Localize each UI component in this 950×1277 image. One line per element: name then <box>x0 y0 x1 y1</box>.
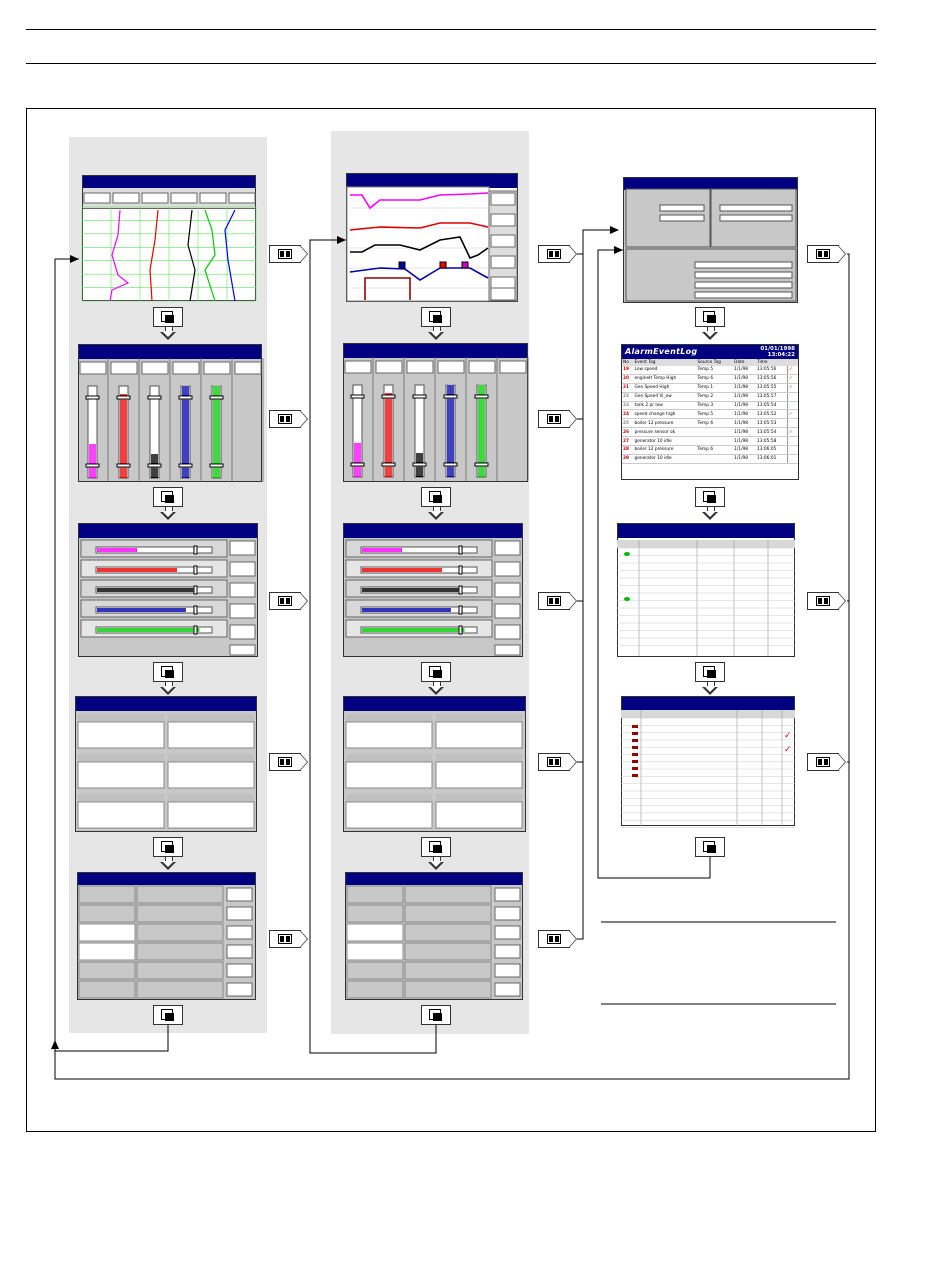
setup-label <box>347 924 403 941</box>
setpoint-marker <box>210 396 223 399</box>
alarm-log-cell-ack: ✓ <box>788 428 799 437</box>
down-arrow-head <box>160 687 176 695</box>
value-box <box>227 983 252 996</box>
value-box <box>407 361 433 373</box>
alarm-log-cell-no: 26 <box>622 428 634 437</box>
alarm-log-cell-no: 24 <box>622 410 634 419</box>
label-bar <box>168 794 254 802</box>
value-box <box>495 926 520 939</box>
value-box <box>469 361 495 373</box>
value-box <box>491 256 515 268</box>
alarm-log-cell-no: 22 <box>622 392 634 401</box>
setup-label <box>347 905 403 922</box>
screen-switch-icon[interactable] <box>153 487 183 507</box>
bar-fill <box>362 628 465 632</box>
alarm-log-cell-source: Temp 6 <box>697 446 734 455</box>
value-box <box>230 583 255 597</box>
alarm-log-col-header: Event Tag <box>634 359 697 366</box>
screen-switch-icon[interactable] <box>695 662 725 682</box>
grid-menu-icon[interactable] <box>538 245 570 263</box>
event-icon <box>632 753 638 756</box>
value-field <box>78 722 164 748</box>
menu-arrow-tip <box>300 592 308 610</box>
alarm-log-cell-event: boiler 12 pressure <box>634 419 697 428</box>
menu-arrow-tip <box>569 753 577 771</box>
label-bar <box>168 754 254 762</box>
value-box <box>491 214 515 226</box>
alarm-log-cell-time: 13:05:57 <box>756 392 788 401</box>
setup-label <box>79 905 135 922</box>
value-box <box>230 541 255 555</box>
alarm-log-cell-no: 25 <box>622 419 634 428</box>
grid-menu-icon[interactable] <box>807 592 839 610</box>
label-bar <box>168 714 254 722</box>
screen-switch-icon[interactable] <box>421 307 451 327</box>
screen-switch-icon[interactable] <box>153 662 183 682</box>
alarm-log-cell-event: generator 10 idle <box>634 437 697 446</box>
value-box <box>491 193 515 205</box>
setpoint-marker <box>459 566 462 574</box>
value-box <box>491 235 515 247</box>
setpoint-marker <box>444 463 457 466</box>
alarm-log-cell-date: 1/1/98 <box>733 383 756 392</box>
menu-arrow-tip <box>300 410 308 428</box>
alarm-log-cell-source: Temp 6 <box>697 419 734 428</box>
setup-label <box>347 981 403 998</box>
down-arrow-head <box>428 862 444 870</box>
arrow-head <box>70 255 79 263</box>
alarm-log-cell-event: Low speed <box>634 366 697 374</box>
setpoint-marker <box>475 395 488 398</box>
value-box <box>495 583 520 597</box>
value-field <box>436 762 522 788</box>
alarm-log-cell-no: 23 <box>622 401 634 410</box>
status-field <box>695 272 792 278</box>
setup-label <box>79 924 135 941</box>
menu-arrow-tip <box>300 930 308 948</box>
alarm-log-cell-event: pressure sensor ok <box>634 428 697 437</box>
menu-arrow-tip <box>569 592 577 610</box>
alarm-log-cell-source: Temp 5 <box>697 410 734 419</box>
grid-menu-icon[interactable] <box>807 245 839 263</box>
setpoint-marker <box>194 626 197 634</box>
setpoint-marker <box>459 626 462 634</box>
grid-menu-icon[interactable] <box>269 930 301 948</box>
setup-label <box>79 943 135 960</box>
value-box <box>111 362 137 374</box>
setup-field <box>137 905 223 922</box>
connector-line <box>577 254 583 601</box>
menu-arrow-tip <box>838 245 846 263</box>
setpoint-marker <box>86 464 99 467</box>
down-arrow-head <box>160 862 176 870</box>
menu-arrow-tip <box>838 592 846 610</box>
down-arrow-head <box>702 687 718 695</box>
alarm-log-time: 13:04:22 <box>767 352 795 358</box>
alarm-log-cell-source: Temp 3 <box>697 401 734 410</box>
value-field <box>346 802 432 828</box>
value-box <box>230 645 255 655</box>
setup-field <box>405 905 491 922</box>
value-field <box>168 762 254 788</box>
alarm-log-col-header: No <box>622 359 634 366</box>
value-box <box>495 907 520 920</box>
value-box <box>495 964 520 977</box>
down-arrow-head <box>702 332 718 340</box>
alarm-log-cell-time: 13:06:05 <box>756 446 788 455</box>
value-box <box>376 361 402 373</box>
setpoint-marker <box>444 395 457 398</box>
label-bar <box>346 714 432 722</box>
alarm-log-cell-time: 13:05:55 <box>756 383 788 392</box>
value-box <box>227 907 252 920</box>
value-box <box>495 645 520 655</box>
setpoint-marker <box>351 395 364 398</box>
arrow-head <box>337 236 346 244</box>
down-arrow-head <box>428 332 444 340</box>
alarm-log-cell-time: 13:05:52 <box>756 410 788 419</box>
alarm-log-cell-ack: ✓ <box>788 410 799 419</box>
label-bar <box>436 794 522 802</box>
value-box <box>495 983 520 996</box>
value-box <box>235 362 261 374</box>
setpoint-marker <box>194 606 197 614</box>
alarm-log-cell-event: Gen Speed Vi_ow <box>634 392 697 401</box>
grid-menu-icon[interactable] <box>269 245 301 263</box>
alarm-log-cell-source: Temp 1 <box>697 383 734 392</box>
setpoint-marker <box>382 463 395 466</box>
screen-switch-icon[interactable] <box>421 662 451 682</box>
alarm-log-cell-time: 13:05:54 <box>756 401 788 410</box>
label-bar <box>346 794 432 802</box>
arrow-head <box>610 226 619 234</box>
value-field <box>346 722 432 748</box>
setup-field <box>137 981 223 998</box>
alarm-log-cell-ack: ✓ <box>788 366 799 374</box>
alarm-log-col-header: Source Tag <box>697 359 734 366</box>
value-box <box>204 362 230 374</box>
label-bar <box>436 754 522 762</box>
setpoint-marker <box>413 395 426 398</box>
alarm-log-cell-no: 21 <box>622 383 634 392</box>
alarm-log-cell-ack: ✓ <box>788 383 799 392</box>
setpoint-marker <box>86 396 99 399</box>
status-field <box>660 205 704 211</box>
setpoint-marker <box>117 396 130 399</box>
setpoint-marker <box>459 586 462 594</box>
value-box <box>230 562 255 576</box>
alarm-log-cell-ack: ✓ <box>788 374 799 383</box>
connector-line <box>577 762 583 939</box>
value-field <box>168 802 254 828</box>
setup-label <box>79 981 135 998</box>
value-field <box>436 722 522 748</box>
menu-arrow-tip <box>300 753 308 771</box>
setpoint-marker <box>179 464 192 467</box>
alarm-log-cell-source: Temp 2 <box>697 392 734 401</box>
marker <box>399 262 405 268</box>
status-field <box>720 215 792 221</box>
down-arrow-head <box>428 687 444 695</box>
label-bar <box>346 754 432 762</box>
screen-switch-icon[interactable] <box>421 487 451 507</box>
alarm-log-title: AlarmEventLog <box>625 347 698 356</box>
value-box <box>227 964 252 977</box>
setup-field <box>405 981 491 998</box>
setup-field <box>405 886 491 903</box>
setup-label <box>347 886 403 903</box>
alarm-log-cell-source: Temp 5 <box>697 366 734 374</box>
alarm-log-cell-date: 1/1/98 <box>733 454 756 463</box>
setup-field <box>405 924 491 941</box>
value-box <box>84 193 110 203</box>
setup-field <box>405 962 491 979</box>
value-box <box>200 193 226 203</box>
menu-arrow-tip <box>300 245 308 263</box>
list-header <box>621 710 795 718</box>
setpoint-marker <box>351 463 364 466</box>
alarm-log-cell-time: 13:05:56 <box>756 374 788 383</box>
setpoint-marker <box>194 566 197 574</box>
screen-switch-icon[interactable] <box>421 837 451 857</box>
value-box <box>113 193 139 203</box>
bar-fill <box>362 608 451 612</box>
alarm-log-cell-event: engineIt Temp High <box>634 374 697 383</box>
setpoint-marker <box>459 546 462 554</box>
status-field <box>720 205 792 211</box>
grid-menu-icon[interactable] <box>269 410 301 428</box>
event-icon <box>632 746 638 749</box>
setpoint-marker <box>194 586 197 594</box>
value-field <box>346 762 432 788</box>
alarm-log-cell-date: 1/1/98 <box>733 410 756 419</box>
screen-switch-icon[interactable] <box>421 1005 451 1025</box>
setup-field <box>137 924 223 941</box>
value-box <box>495 541 520 555</box>
status-field <box>695 292 792 298</box>
value-box <box>491 288 515 300</box>
value-box <box>495 945 520 958</box>
alarm-log-cell-time: 13:05:53 <box>756 419 788 428</box>
grid-menu-icon[interactable] <box>538 592 570 610</box>
down-arrow-head <box>160 332 176 340</box>
value-box <box>227 945 252 958</box>
status-field <box>695 262 792 268</box>
setup-label <box>79 962 135 979</box>
value-field <box>436 802 522 828</box>
alarm-log-col-header: Time <box>756 359 788 366</box>
alarm-log-cell-date: 1/1/98 <box>733 401 756 410</box>
menu-arrow-tip <box>569 245 577 263</box>
label-bar <box>78 754 164 762</box>
menu-arrow-tip <box>569 410 577 428</box>
alarm-log-cell-event: tank 2 pr low <box>634 401 697 410</box>
value-box <box>500 361 526 373</box>
alarm-log-cell-no: 29 <box>622 454 634 463</box>
setpoint-marker <box>382 395 395 398</box>
screen-switch-icon[interactable] <box>153 1005 183 1025</box>
alarm-log-cell-date: 1/1/98 <box>733 419 756 428</box>
alarm-log-cell-event: Gen Speed High <box>634 383 697 392</box>
value-box <box>495 625 520 639</box>
label-bar <box>78 714 164 722</box>
value-box <box>491 277 515 289</box>
value-box <box>345 361 371 373</box>
alarm-log-date: 01/01/1998 <box>760 346 795 352</box>
alarm-log-cell-date: 1/1/98 <box>733 392 756 401</box>
marker <box>462 262 468 268</box>
event-icon <box>632 774 638 777</box>
connector-line <box>577 601 583 762</box>
alarm-log-cell-event: speed change high <box>634 410 697 419</box>
setup-field <box>137 886 223 903</box>
setpoint-marker <box>117 464 130 467</box>
arrow-head <box>614 246 623 254</box>
alarm-log-cell-event: boiler 12 pressure <box>634 446 697 455</box>
screen-switch-icon[interactable] <box>153 307 183 327</box>
setup-field <box>405 943 491 960</box>
setpoint-marker <box>148 464 161 467</box>
status-dot <box>624 552 630 556</box>
setpoint-marker <box>475 463 488 466</box>
setup-label <box>347 962 403 979</box>
alarm-log-cell-time: 13:05:56 <box>756 366 788 374</box>
event-icon <box>632 732 638 735</box>
menu-arrow-tip <box>838 753 846 771</box>
value-field <box>78 802 164 828</box>
value-box <box>227 926 252 939</box>
grid-menu-icon[interactable] <box>538 410 570 428</box>
alarm-log-col-header: Date <box>733 359 756 366</box>
setpoint-marker <box>148 396 161 399</box>
value-box <box>495 604 520 618</box>
value-field <box>168 722 254 748</box>
event-icon <box>632 760 638 763</box>
value-box <box>227 888 252 901</box>
label-bar <box>436 714 522 722</box>
value-box <box>495 888 520 901</box>
status-field <box>660 215 704 221</box>
alarm-log-cell-source: Temp 6 <box>697 374 734 383</box>
grid-menu-icon[interactable] <box>538 930 570 948</box>
value-box <box>230 625 255 639</box>
alarm-log-cell-time: 13:06:01 <box>756 454 788 463</box>
label-bar <box>78 794 164 802</box>
alarm-log-cell-date: 1/1/98 <box>733 428 756 437</box>
alarm-log-cell-no: 28 <box>622 446 634 455</box>
status-field <box>695 282 792 288</box>
value-box <box>230 604 255 618</box>
grid-menu-icon[interactable] <box>538 753 570 771</box>
alarm-log-cell-no: 20 <box>622 374 634 383</box>
status-dot <box>624 597 630 601</box>
event-icon <box>632 725 638 728</box>
value-box <box>173 362 199 374</box>
down-arrow-head <box>702 512 718 520</box>
setpoint-marker <box>179 396 192 399</box>
menu-arrow-tip <box>569 930 577 948</box>
event-icon <box>632 739 638 742</box>
screen-switch-icon[interactable] <box>153 837 183 857</box>
bar-fill <box>89 444 96 478</box>
screen-switch-icon[interactable] <box>695 487 725 507</box>
alarm-log-cell-date: 1/1/98 <box>733 446 756 455</box>
bar-fill <box>354 443 361 477</box>
setpoint-marker <box>413 463 426 466</box>
value-box <box>142 362 168 374</box>
event-icon <box>632 767 638 770</box>
screen-switch-icon[interactable] <box>695 837 725 857</box>
value-box <box>495 562 520 576</box>
value-box <box>80 362 106 374</box>
setup-field <box>137 943 223 960</box>
setup-field <box>137 962 223 979</box>
alarm-log-cell-no: 27 <box>622 437 634 446</box>
setup-label <box>79 886 135 903</box>
alarm-log-cell-time: 13:05:58 <box>756 437 788 446</box>
ack-check-icon: ✓ <box>784 745 792 755</box>
alarm-log-cell-event: generator 10 idle <box>634 454 697 463</box>
marker <box>440 262 446 268</box>
down-arrow-head <box>160 512 176 520</box>
arrow-head <box>51 1040 59 1049</box>
setpoint-marker <box>459 606 462 614</box>
down-arrow-head <box>428 512 444 520</box>
setup-label <box>347 943 403 960</box>
alarm-log-cell-no: 19 <box>622 366 634 374</box>
setpoint-marker <box>210 464 223 467</box>
bar-fill <box>97 628 200 632</box>
alarm-log-cell-time: 13:05:54 <box>756 428 788 437</box>
ack-check-icon: ✓ <box>784 731 792 741</box>
value-box <box>229 193 255 203</box>
alarm-log-cell-date: 1/1/98 <box>733 366 756 374</box>
value-box <box>438 361 464 373</box>
value-field <box>78 762 164 788</box>
value-box <box>171 193 197 203</box>
grid-menu-icon[interactable] <box>269 753 301 771</box>
grid-menu-icon[interactable] <box>807 753 839 771</box>
setpoint-marker <box>194 546 197 554</box>
value-box <box>142 193 168 203</box>
bar-fill <box>97 608 186 612</box>
alarm-log-cell-date: 1/1/98 <box>733 437 756 446</box>
grid-menu-icon[interactable] <box>269 592 301 610</box>
screen-switch-icon[interactable] <box>695 307 725 327</box>
alarm-log-cell-date: 1/1/98 <box>733 374 756 383</box>
